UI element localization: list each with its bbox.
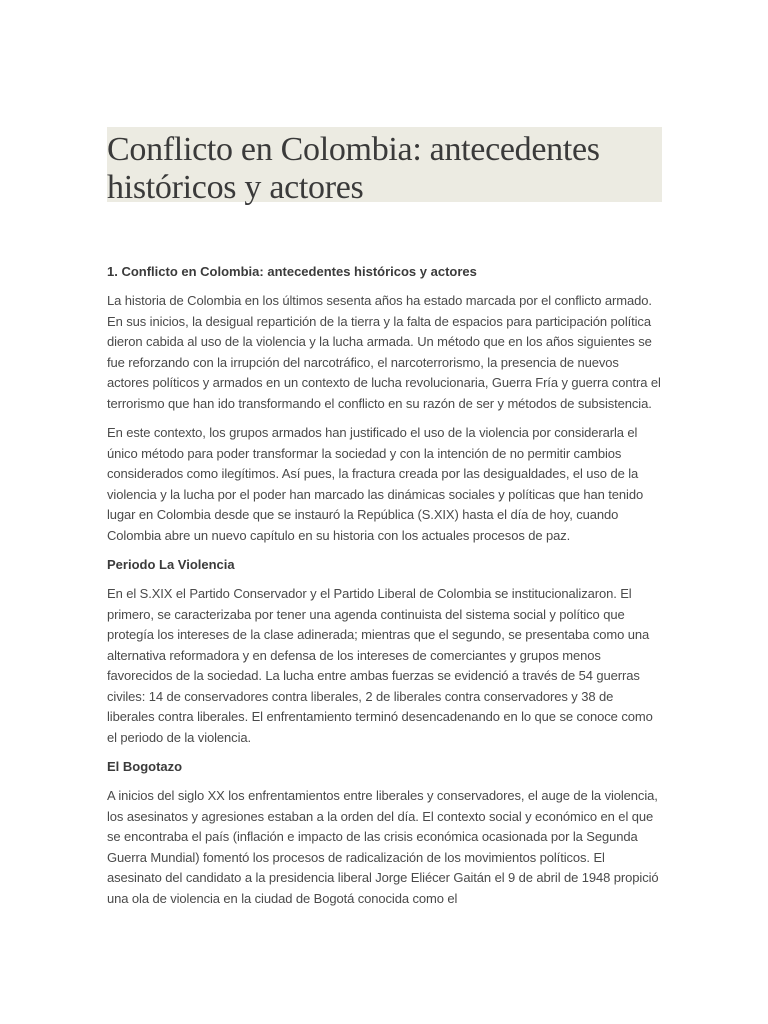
document-page bbox=[107, 127, 662, 918]
paragraph: En el S.XIX el Partido Conservador y el Partido Liberal de Colombia se institucionalizaron. El primero, se caracterizaba por tener una agenda continuista del sistema social y político que protegía los intereses de la clase adinerada; mientras que el segundo, se presentaba como una alternativa reformadora y en defensa de los intereses de comerciantes y grupos menos favorecidos de la sociedad. La lucha entre ambas fuerzas se evidenció a través de 54 guerras civiles: 14 de conservadores contra liberales, 2 de liberales contra conservadores y 38 de liberales contra liberales. El enfrentamiento terminó desencadenando en lo que se conoce como el periodo de la violencia. bbox=[107, 586, 653, 745]
paragraph: La historia de Colombia en los últimos sesenta años ha estado marcada por el conflicto armado. En sus inicios, la desigual repartición de la tierra y la falta de espacios para participación política dieron cabida al uso de la violencia y la lucha armada. Un método que en los años siguientes se fue reforzando con la irrupción del narcotráfico, el narcoterrorismo, la presencia de nuevos actores políticos y armados en un contexto de lucha revolucionaria, Guerra Fría y guerra contra el terrorismo que han ido transformando el conflicto en su razón de ser y métodos de subsistencia. bbox=[107, 293, 661, 411]
document-title: Conflicto en Colombia: antecedentes históricos y actores bbox=[107, 131, 600, 206]
section-heading: 1. Conflicto en Colombia: antecedentes históricos y actores bbox=[107, 264, 477, 279]
paragraph: A inicios del siglo XX los enfrentamientos entre liberales y conservadores, el auge de la violencia, los asesinatos y agresiones estaban a la orden del día. El contexto social y económico en el que se encontraba el país (inflación e impacto de las crisis económica ocasionada por la Segunda Guerra Mundial) fomentó los procesos de radicalización de los movimientos políticos. El asesinato del candidato a la presidencia liberal Jorge Eliécer Gaitán el 9 de abril de 1948 propició una ola de violencia en la ciudad de Bogotá conocida como el bbox=[107, 788, 659, 906]
paragraph: En este contexto, los grupos armados han justificado el uso de la violencia por considerarla el único método para poder transformar la sociedad y con la intención de no permitir cambios considerados como ilegítimos. Así pues, la fractura creada por las desigualdades, el uso de la violencia y la lucha por el poder han marcado las dinámicas sociales y políticas que han tenido lugar en Colombia desde que se instauró la República (S.XIX) hasta el día de hoy, cuando Colombia abre un nuevo capítulo en su historia con los actuales procesos de paz. bbox=[107, 425, 644, 543]
title-banner bbox=[107, 127, 662, 206]
section-heading: Periodo La Violencia bbox=[107, 557, 235, 572]
document-body bbox=[107, 262, 662, 909]
section-heading: El Bogotazo bbox=[107, 759, 183, 774]
